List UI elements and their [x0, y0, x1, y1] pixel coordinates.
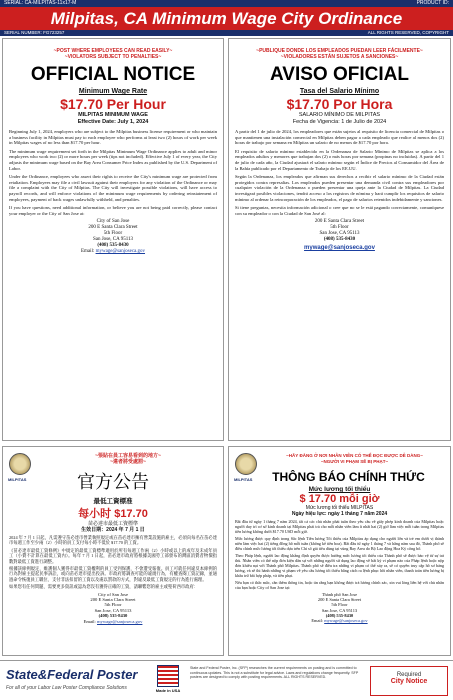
email-label: Email: [311, 618, 324, 624]
email-line [229, 618, 450, 623]
contact-address [229, 219, 450, 243]
required-city-notice-badge [370, 666, 448, 696]
paragraph: Si tiene preguntas, necesita información adicional o cree que no se le está pagando correctamente, comuníquese con su empleador o con la Ciudad de San José al: [235, 205, 444, 216]
email-line [3, 619, 223, 624]
address-line: Thành phố San Jose [321, 592, 358, 597]
paragraph: The minimum wage requirement set forth in the Milpitas Minimum Wage Ordinance applies to adult and minor employees who work two (2) or more hours per week (tips not included). Effective July 1 of every year, the City adjusts the minimum wage based on the Bay Area Consumer Price Index as published by the U.S. Department of Labor. [9, 148, 217, 171]
email-label: Email: [83, 618, 96, 624]
badge-line: City Notice [390, 678, 428, 685]
post-warning: ~HÃY ĐĂNG Ở NƠI NHÂN VIÊN CÓ THỂ ĐỌC ĐƯỢC DỄ DÀNG~ [286, 453, 423, 458]
wage-rate: $17.70 Por Hora [286, 96, 393, 112]
brand-logo: State&Federal Poster [6, 667, 138, 682]
effective-date: Fecha de Vigencia: 1 de Julio de 2024 [292, 119, 387, 125]
serial-number: SERIAL NUMBER: FG723257 [4, 30, 65, 35]
effective-date: 生效日期：2024 年 7 月 1 日 [81, 527, 145, 533]
contact-address [3, 219, 223, 255]
penalty-warning: ~VIOLATORS SUBJECT TO PENALTIES~ [64, 54, 162, 60]
usa-flag-icon [157, 665, 179, 687]
english-panel [2, 38, 224, 441]
email-link[interactable]: mywage@sanjoseca.gov [96, 618, 143, 624]
email-line [3, 249, 223, 255]
phone-number: (408) 535-8430 [323, 237, 356, 243]
email-link[interactable]: mywage@sanjoseca.gov [324, 618, 368, 624]
city-seal-icon [9, 453, 31, 475]
effective-date: Effective Date: July 1, 2024 [77, 119, 149, 125]
top-strip [0, 0, 453, 7]
paragraph: Mức lương được quy định trong Sắc lệnh Tiền lương Tối thiểu của Milpitas áp dụng cho người lớn và trẻ em dưới vị thành niên làm việc hai (2) tiếng đồng hồ mỗi tuần (không kể tiền boa). Bắt đầu từ ngày 1 tháng 7 và hằng năm sau đó, Thành phố sẽ điều chỉnh mức lương tối thiểu dựa trên Chỉ số giá tiêu dùng tại vùng Bay Area do Bộ Lao động Hoa Kỳ công bố. [235, 536, 444, 551]
city-seal-icon [235, 453, 257, 475]
paragraph: 根據該條例規定，維護個人獲得市最低工資權利的員工受到保護，不會遭受報復。員工可就任何違反本條例的行為對雇主提起民事訴訟，或向苗必達市提出投訴。市政府將調查可能的違規行為，有權查閱工資記錄，並通過命令恢復員工職位、支付非法扣留的工資以及處以罰款的方式，對違反最低工資規定的行為進行處理。 [9, 566, 217, 582]
address-line: 200 E Santa Clara Street [314, 219, 365, 225]
email-link[interactable]: mywage@sanjoseca.gov [304, 245, 375, 252]
email-label: Email: [80, 249, 95, 255]
copyright-notice: ALL RIGHTS RESERVED, COPYRIGHT [367, 30, 449, 35]
notice-heading: 官方公告 [77, 472, 149, 493]
address-line: San Jose, CA 95113 [319, 231, 360, 237]
wage-rate: $17.70 Per Hour [60, 96, 166, 112]
wage-subtitle: MILPITAS MINIMUM WAGE [78, 112, 148, 118]
notice-heading: THÔNG BÁO CHÍNH THỨC [272, 470, 425, 484]
address-line: 200 E Santa Clara Street [90, 597, 136, 603]
paragraph: Bắt đầu từ ngày 1 tháng 7 năm 2024, tất cả các chủ nhân phải tuân theo yêu cầu về giấy phép kinh doanh của Milpitas hoặc người duy trì cơ sở kinh doanh tại Milpitas phải trả cho mỗi nhân viên làm ít nhất hai (2) giờ làm việc mỗi tuần trong Milpitas tiền lương không dưới $17.70 USD mỗi giờ. [235, 519, 444, 534]
address-line: 5th Floor [103, 231, 123, 237]
made-in-usa-label: Made in USA [155, 688, 181, 693]
post-warning: ~PUBLIQUE DONDE LOS EMPLEADOS PUEDAN LEER FÁCILMENTE~ [256, 48, 423, 54]
address-line: 5th Floor [331, 602, 348, 608]
city-label: MILPITAS [234, 477, 253, 482]
paragraph: Según la Ordenanza, los empleados que afirman sus derechos a recibir el salario mínimo de la Ciudad están protegidos contra represalias. Los empleados pueden presentar una demanda civil contra sus empleadores por cualquier violación de la Ordenanza o pueden presentar una queja ante la Ciudad de Milpitas. La Ciudad investigará posibles violaciones, tendrá acceso a los registros de nómina y hará cumplir los requisitos de salario mínimo al ordenar la reincorporación de los empleados, el pago de salarios retenidos indebidamente y sanciones. [235, 174, 444, 202]
phone-number: (408) 535-8430 [97, 243, 129, 249]
spanish-panel [228, 38, 451, 441]
footer [0, 660, 453, 700]
paragraph: 如果您有任何問題、需要更多資訊或認為您沒有獲得正確的工資，請聯繫您的雇主或聖荷西市政府： [9, 584, 199, 590]
address-line: 5th Floor [330, 225, 349, 231]
post-warning: ~張貼在員工容易看到的地方~ [95, 453, 161, 459]
rate-label: Tasa del Salario Mínimo [299, 88, 380, 95]
rate-label: Mức lương tối thiểu [308, 486, 371, 493]
contact-address [229, 592, 450, 623]
wage-subtitle: SALARIO MÍNIMO DE MILPITAS [298, 112, 381, 118]
address-line: San Jose, CA 95113 [94, 607, 132, 613]
paragraph: Theo Pháp lệnh, người lao động khẳng định quyền được hưởng mức lương tối thiểu của Thành phố sẽ được bảo vệ từ sự trả thù. Nhân viên có thể nộp đơn kiện dân sự với những người sử dụng lao động về bất kỳ vi phạm nào của Pháp lệnh hoặc nộp đơn khiếu nại với Thành phố Milpitas. Thành phố sẽ điều tra những vi phạm có thể xảy ra, sẽ có quyền truy cập hồ sơ bảng lương, và sẽ thi hành những vi phạm về yêu cầu lương tối thiểu bằng cách ra lệnh phục hồi nhân viên, thanh toán tiền lương bị khấu trừ bất hợp pháp, và tiền phạt. [235, 553, 444, 578]
phone-number: (408) 535-8430 [325, 612, 354, 618]
address-line: City of San Jose [98, 591, 128, 597]
penalty-warning: ~NGƯỜI VI PHẠM SẼ BỊ PHẠT~ [320, 459, 389, 464]
paragraph: Under the Ordinance, employees who assert their rights to receive the City's minimum wage are protected from retaliation. Employees may file a civil lawsuit against their employers for any violation of the Ordinance or may file a complaint with the City of Milpitas. The City will investigate possible violations, will have access to payroll records, and will enforce violations of the minimum wage requirements by ordering reinstatement of employees, payment of back wages unlawfully withheld, and penalties. [9, 174, 217, 202]
wage-rate: 每小时 $17.70 [78, 508, 148, 520]
paragraph: El requisito de salario mínimo establecido en la Ordenanza de Salario Mínimo de Milpitas se aplica a los empleados adultos y menores que trabajan dos (2) o más horas por semana (propinas no incluidas). A partir del 1 de julio de cada año, la Ciudad ajustará el salario mínimo según el Índice de Precios al Consumidor del Área de la Bahía publicado por el Departamento de Trabajo de los EE.UU. [235, 148, 444, 171]
poster-grid [2, 38, 451, 656]
paragraph: 2024 年 7 月 1 日起，凡需遵守苗必達市營業執照規定或在苗必達市擁有營業設施的雇主，必須向每名在苗必達市每週工作至少兩（2）小時的員工支付每小時不低於 $17.70 的工資。 [9, 535, 217, 546]
address-line: City of San Jose [96, 219, 130, 225]
notice-heading: OFFICIAL NOTICE [30, 64, 196, 85]
address-line: 200 E Santa Clara Street [317, 597, 362, 603]
post-warning: ~POST WHERE EMPLOYEES CAN READ EASILY~ [53, 48, 173, 54]
city-label: MILPITAS [8, 477, 27, 482]
wage-subtitle: Mức lương tối thiểu MILPITAS [305, 505, 374, 511]
vietnamese-panel [228, 446, 451, 656]
effective-date: Ngày hiệu lực: ngày 1 tháng 7 năm 2024 [291, 511, 388, 517]
paragraph: A partir del 1 de julio de 2024, los empleadores que están sujetos al requisito de licencia comercial de Milpitas o que mantienen una instalación comercial en Milpitas deben pagar a cada empleado que realice al menos dos (2) horas de trabajo por semana en Milpitas un salario de no menos de $17.70 por hora. [235, 129, 444, 146]
badge-line: Required [396, 672, 422, 678]
paragraph: Beginning July 1, 2024, employers who are subject to the Milpitas business license requirement or who maintain a business facility in Milpitas must pay to each employee who performs at least two (2) hours of work per week in Milpitas wages of no less than $17.70 per hour. [9, 129, 217, 146]
phone-number: (408) 535-8430 [98, 613, 128, 619]
product-id-label: PRODUCT ID: [416, 0, 449, 6]
paragraph: Nếu bạn có thắc mắc, cần thêm thông tin, hoặc tin rằng bạn không được trả lương chính xác, xin vui lòng liên hệ với chủ nhân của bạn hoặc City of San Jose tại: [235, 580, 444, 590]
chinese-panel [2, 446, 224, 656]
address-line: San Jose, CA 95113 [321, 607, 358, 613]
address-line: 5th Floor [104, 602, 122, 608]
address-line: San Jose, CA 95113 [92, 237, 134, 243]
wage-subtitle: 苗必達市最低工資標準 [87, 521, 138, 527]
brand-tagline: For all of your Labor Law Poster Compliance Solutions [6, 685, 127, 691]
penalty-warning: ~VIOLADORES ESTÁN SUJETOS A SANCIONES~ [280, 54, 399, 60]
rate-label: Minimum Wage Rate [78, 88, 148, 95]
penalty-warning: ~違者將受處罰~ [110, 459, 146, 465]
page-title: Milpitas, CA Minimum Wage City Ordinance [0, 7, 453, 30]
email-link[interactable]: mywage@sanjoseca.gov [95, 249, 146, 255]
notice-heading: AVISO OFICIAL [270, 64, 409, 85]
sub-strip [0, 30, 453, 36]
address-line: 200 E Santa Clara Street [88, 225, 138, 231]
rate-label: 最低工資標准 [93, 498, 133, 505]
contact-address [3, 592, 223, 624]
wage-rate: $ 17.70 mỗi giờ [299, 493, 380, 505]
paragraph: 《苗必達市最低工資條例》中規定的最低工資標準適用於所有每週工作兩（2）小時或以上的成年及未成年員工（小費不計算在最低工資內）。每年 7 月 1 日起，苗必達市政府將根據美國勞工部發布的灣區消費者物價指數對最低工資進行調整。 [9, 547, 217, 564]
product-code: SERIAL: CA-MILPITAS-11x17-M [4, 0, 77, 6]
paragraph: If you have questions, need additional information, or believe you are not being paid correctly, please contact your employer or the City of San Jose at: [9, 205, 217, 216]
legal-disclaimer: State and Federal Poster, Inc. (SFP) researches the current requirements on posting and is committed to continuous updates. This is not a substitute for legal advice. Laws and regulations change frequently. SFP posters are designed to comply with posting requirements. ALL RIGHTS RESERVED. [190, 666, 359, 680]
